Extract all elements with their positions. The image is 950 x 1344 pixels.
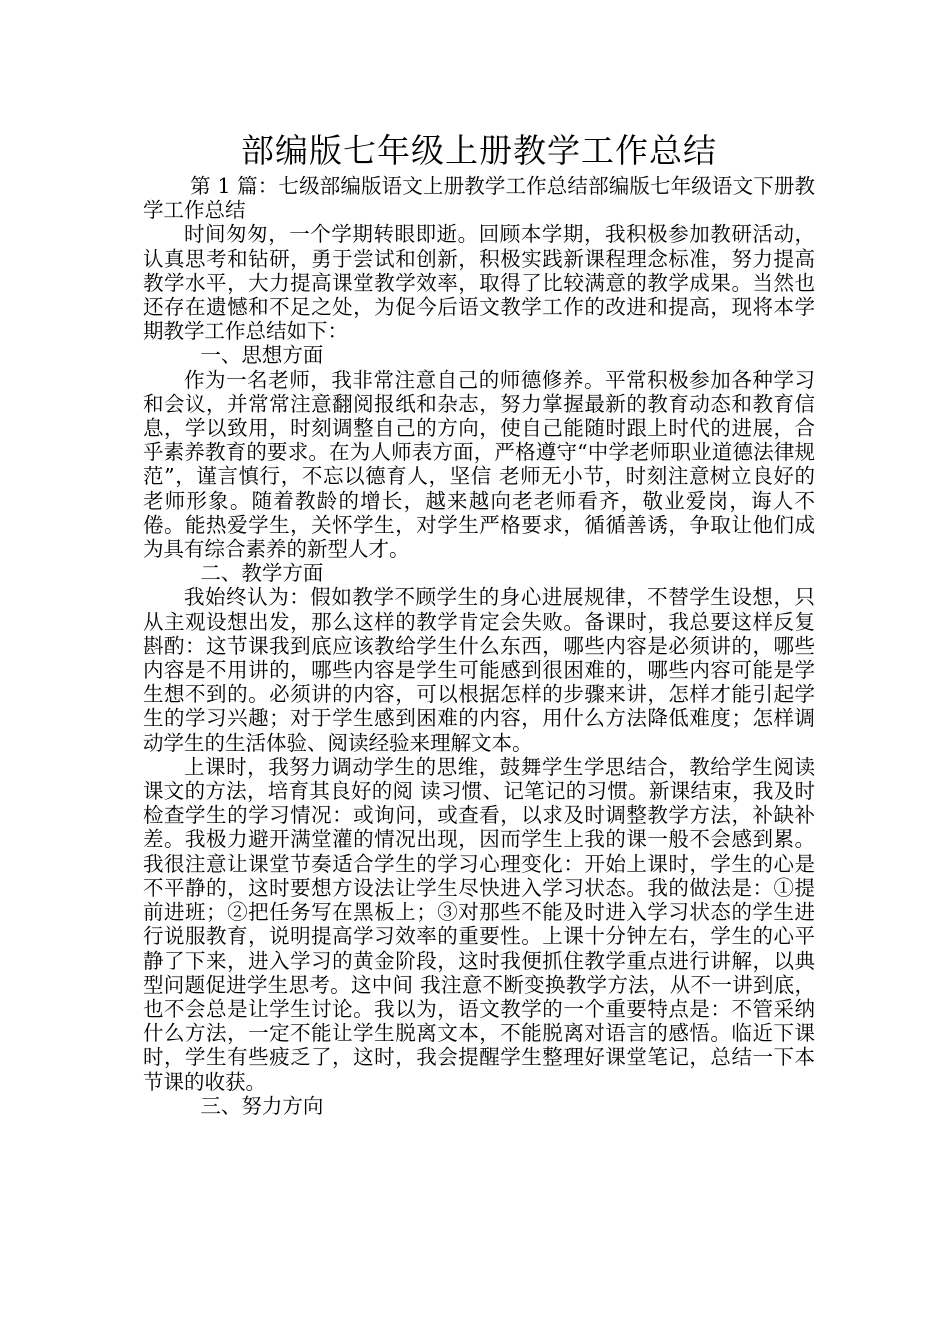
thought-paragraph: 作为一名老师，我非常注意自己的师德修养。平常积极参加各种学习和会议，并常常注意翻阅报纸和杂志，努力掌握最新的教育动态和教育信息，学以致用，时刻调整自己的方向，使自己能随时跟上时代的进展，合乎素养教育的要求。在为人师表方面，严格遵守“中学老师职业道德法律规范”，谨言慎行，不忘以德育人，坚信 老师无小节，时刻注意树立良好的老师形象。随着教龄的增长，越来越向老老师看齐，敬业爱岗，诲人不倦。能热爱学生，关怀学生，对学生严格要求，循循善诱，争取让他们成为具有综合素养的新型人才。 — [143, 367, 815, 562]
section-heading-direction: 三、努力方向 — [200, 1093, 324, 1118]
document-subtitle: 第 1 篇：七级部编版语文上册教学工作总结部编版七年级语文下册教学工作总结 — [143, 174, 815, 223]
document-page — [143, 128, 815, 1118]
intro-paragraph: 时间匆匆，一个学期转眼即逝。回顾本学期，我积极参加教研活动，认真思考和钻研，勇于尝试和创新，积极实践新课程理念标准，努力提高教学水平，大力提高课堂教学效率，取得了比较满意的教学成果。当然也还存在遗憾和不足之处，为促今后语文教学工作的改进和提高，现将本学期教学工作总结如下： — [143, 222, 815, 344]
teaching-paragraph-2: 上课时，我努力调动学生的思维，鼓舞学生学思结合，教给学生阅读课文的方法，培育其良好的阅 读习惯、记笔记的习惯。新课结束，我及时检查学生的学习情况：或询问，或查看，以求及时调整教学方法，补缺补差。我极力避开满堂灌的情况出现，因而学生上我的课一般不会感到累。我很注意让课堂节奏适合学生的学习心理变化：开始上课时，学生的心是不平静的，这时要想方设法让学生尽快进入学习状态。我的做法是：①提前进班；②把任务写在黑板上；③对那些不能及时进入学习状态的学生进行说服教育，说明提高学习效率的重要性。上课十分钟左右，学生的心平静了下来，进入学习的黄金阶段，这时我便抓住教学重点进行讲解，以典型问题促进学生思考。这中间 我注意不断变换教学方法，从不一讲到底，也不会总是让学生讨论。我以为，语文教学的一个重要特点是：不管采纳什么方法，一定不能让学生脱离文本，不能脱离对语言的感悟。临近下课时，学生有些疲乏了，这时，我会提醒学生整理好课堂笔记，总结一下本节课的收获。 — [143, 754, 815, 1094]
section-heading-teaching: 二、教学方面 — [200, 561, 324, 586]
document-title: 部编版七年级上册教学工作总结 — [241, 131, 717, 170]
teaching-paragraph-1: 我始终认为：假如教学不顾学生的身心进展规律，不替学生设想，只从主观设想出发，那么这样的教学肯定会失败。备课时，我总要这样反复斟酌：这节课我到底应该教给学生什么东西，哪些内容是必须讲的，哪些内容是不用讲的，哪些内容是学生可能感到很困难的，哪些内容可能是学生想不到的。必须讲的内容，可以根据怎样的步骤来讲，怎样才能引起学生的学习兴趣；对于学生感到困难的内容，用什么方法降低难度；怎样调动学生的生活体验、阅读经验来理解文本。 — [143, 585, 815, 755]
section-heading-thought: 一、思想方面 — [200, 343, 324, 368]
